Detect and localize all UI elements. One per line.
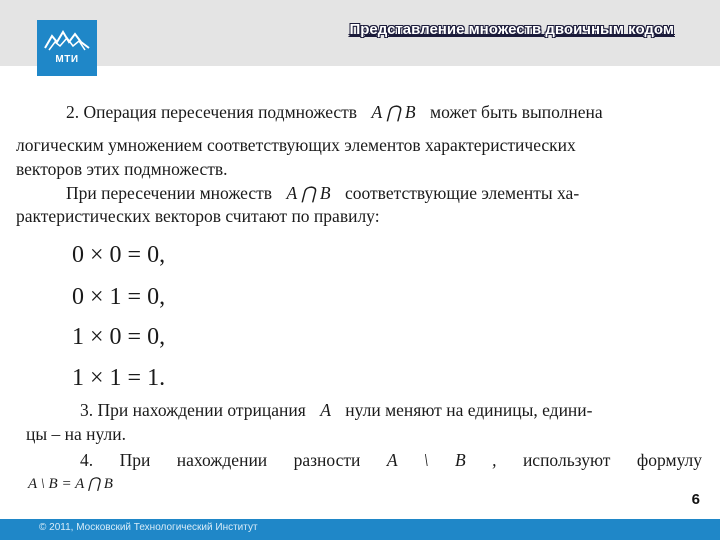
paragraph-2-line-3: векторов этих подмножеств. (16, 159, 228, 179)
difference-formula: A \ B , (386, 450, 497, 470)
logo-text: МТИ (55, 54, 79, 65)
mountains-icon (43, 26, 91, 52)
text: 3. При нахождении отрицания (80, 400, 306, 420)
copyright-text: © 2011, Московский Технологический Институт (39, 522, 258, 533)
equation-3: 1 × 0 = 0, (72, 324, 166, 350)
negation-symbol: A (320, 400, 331, 420)
text: нахождении (176, 450, 268, 470)
paragraph-2-line-2: логическим умножением соответствующих элементов характеристических (16, 135, 576, 155)
paragraph-2-line-1 (66, 101, 603, 123)
footer-band (0, 519, 720, 540)
intersection-formula: A ⋂ B (371, 102, 416, 122)
equation-4: 1 × 1 = 1. (72, 365, 166, 391)
text: нули меняют на единицы, едини- (345, 400, 593, 420)
text: 2. Операция пересечения подмножеств (66, 102, 358, 122)
intersection-formula: A ⋂ B (286, 183, 331, 203)
text: может быть выполнена (430, 102, 603, 122)
mti-logo (37, 20, 97, 76)
text: соответствующие элементы ха- (344, 183, 580, 203)
slide-title: Представление множеств двоичным кодом (349, 21, 674, 38)
equation-1: 0 × 0 = 0, (72, 242, 166, 268)
equation-2: 0 × 1 = 0, (72, 284, 166, 310)
text: При пересечении множеств (66, 183, 273, 203)
text: разности (293, 450, 361, 470)
text: 4. При (80, 450, 151, 470)
text: формулу (636, 450, 703, 470)
text: используют (522, 450, 611, 470)
difference-formula-line: A \ B = A ⋂ B (28, 476, 113, 492)
page-number: 6 (691, 491, 700, 508)
paragraph-3-line-2: цы – на нули. (26, 424, 126, 444)
paragraph-2b-line-1 (66, 182, 579, 204)
paragraph-3-line-1 (80, 399, 593, 421)
paragraph-2b-line-2: рактеристических векторов считают по правилу: (16, 206, 380, 226)
paragraph-4-line-1 (80, 449, 702, 471)
